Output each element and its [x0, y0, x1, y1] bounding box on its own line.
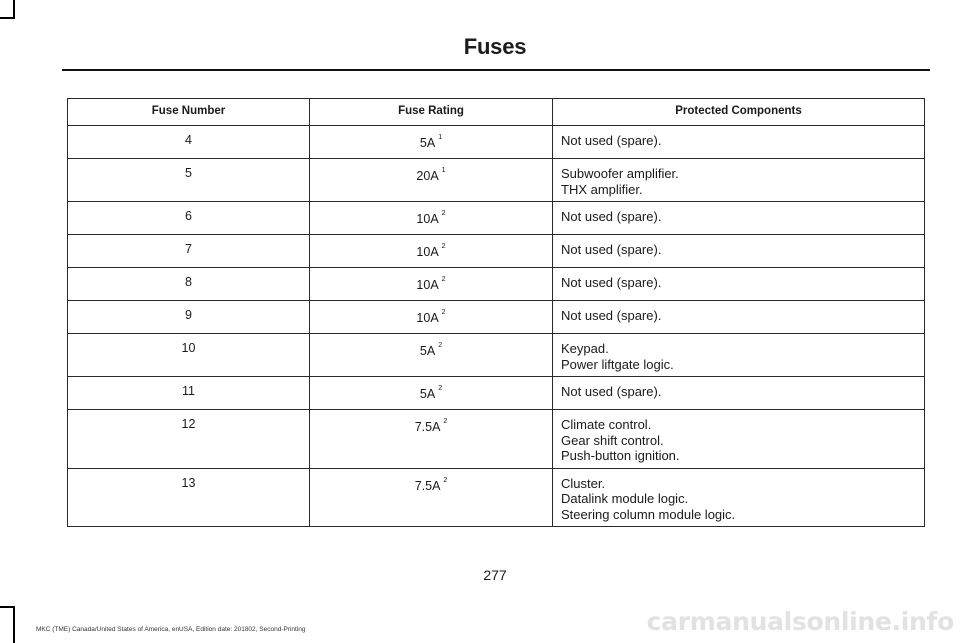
- component-line: Steering column module logic.: [561, 506, 736, 522]
- crop-mark-bottom-left-vertical: [13, 606, 15, 643]
- fuse-number: 7: [68, 235, 310, 268]
- fuse-rating-value: 10A: [416, 311, 439, 325]
- protected-components: [553, 334, 925, 377]
- column-header-fuse-number: Fuse Number: [68, 99, 310, 126]
- fuse-number: 12: [68, 410, 310, 469]
- edition-footer: MKC (TME) Canada/United States of America, enUSA, Edition date: 201802, Second-Printing: [36, 626, 306, 633]
- fuse-rating-value: 7.5A: [414, 478, 441, 493]
- fuse-number: 8: [68, 268, 310, 301]
- component-line: Not used (spare).: [561, 242, 662, 257]
- crop-mark-top-left-vertical: [13, 0, 15, 18]
- fuse-rating: [310, 468, 553, 527]
- table-row: [68, 268, 925, 301]
- protected-components: [553, 410, 925, 469]
- fuse-rating: [310, 334, 553, 377]
- component-line: Keypad.: [561, 341, 609, 356]
- component-line: Not used (spare).: [561, 133, 662, 148]
- fuse-rating-value: 5A: [419, 387, 436, 401]
- fuse-rating: [310, 202, 553, 235]
- fuse-rating: [310, 268, 553, 301]
- fuse-table: [67, 98, 925, 527]
- fuse-rating: [310, 235, 553, 268]
- table-row: [68, 159, 925, 202]
- fuse-rating-value: 5A: [419, 136, 436, 150]
- fuse-number: 9: [68, 301, 310, 334]
- footnote-marker: 1: [441, 167, 446, 174]
- component-line: Not used (spare).: [561, 275, 662, 290]
- crop-mark-top-left-horizontal: [0, 17, 15, 19]
- table-header-row: [68, 99, 925, 126]
- protected-components: [553, 235, 925, 268]
- component-line: Not used (spare).: [561, 308, 662, 323]
- column-header-fuse-rating: Fuse Rating: [310, 99, 553, 126]
- fuse-number: 5: [68, 159, 310, 202]
- table-row: [68, 410, 925, 469]
- fuse-rating: [310, 159, 553, 202]
- fuse-rating-value: 7.5A: [414, 420, 441, 434]
- table-row: [68, 126, 925, 159]
- component-line: Cluster.: [561, 475, 606, 491]
- crop-mark-bottom-left-horizontal: [0, 606, 15, 608]
- footnote-marker: 2: [443, 418, 448, 425]
- fuse-number: 13: [68, 468, 310, 527]
- footnote-marker: 2: [441, 276, 446, 283]
- fuse-rating: [310, 410, 553, 469]
- fuse-rating-value: 10A: [416, 278, 439, 292]
- fuse-rating: [310, 126, 553, 159]
- component-line: Subwoofer amplifier.: [561, 166, 679, 181]
- footnote-marker: 2: [438, 342, 443, 349]
- protected-components: [553, 126, 925, 159]
- fuse-rating-value: 20A: [416, 169, 439, 183]
- fuse-number: 6: [68, 202, 310, 235]
- table-row: [68, 202, 925, 235]
- table-row: [68, 468, 925, 527]
- fuse-number: 4: [68, 126, 310, 159]
- component-line: Gear shift control.: [561, 432, 664, 448]
- protected-components: [553, 301, 925, 334]
- component-line: Climate control.: [561, 417, 652, 432]
- protected-components: [553, 159, 925, 202]
- table-row: [68, 235, 925, 268]
- footnote-marker: 2: [441, 243, 446, 250]
- component-line: Power liftgate logic.: [561, 356, 674, 372]
- column-header-protected-components: Protected Components: [553, 99, 925, 126]
- protected-components: [553, 377, 925, 410]
- protected-components: [553, 268, 925, 301]
- table-row: [68, 334, 925, 377]
- page-number: 277: [483, 567, 507, 583]
- component-line: THX amplifier.: [561, 181, 643, 197]
- footnote-marker: 2: [438, 385, 443, 392]
- table-row: [68, 377, 925, 410]
- fuse-number: 10: [68, 334, 310, 377]
- page-title: Fuses: [463, 34, 527, 59]
- protected-components: [553, 468, 925, 527]
- watermark: carmanualsonline.info: [646, 607, 954, 636]
- fuse-rating-value: 10A: [416, 212, 439, 226]
- protected-components: [553, 202, 925, 235]
- component-line: Push-button ignition.: [561, 448, 680, 463]
- header-rule: [62, 69, 930, 71]
- component-line: Datalink module logic.: [561, 491, 689, 506]
- fuse-rating: [310, 301, 553, 334]
- fuse-rating-value: 10A: [416, 245, 439, 259]
- footnote-marker: 2: [441, 309, 446, 316]
- table-row: [68, 301, 925, 334]
- fuse-rating-value: 5A: [419, 344, 436, 358]
- component-line: Not used (spare).: [561, 384, 662, 399]
- fuse-number: 11: [68, 377, 310, 410]
- footnote-marker: 2: [441, 210, 446, 217]
- component-line: Not used (spare).: [561, 209, 662, 224]
- fuse-rating: [310, 377, 553, 410]
- footnote-marker: 1: [438, 134, 443, 141]
- footnote-marker: 2: [443, 476, 448, 484]
